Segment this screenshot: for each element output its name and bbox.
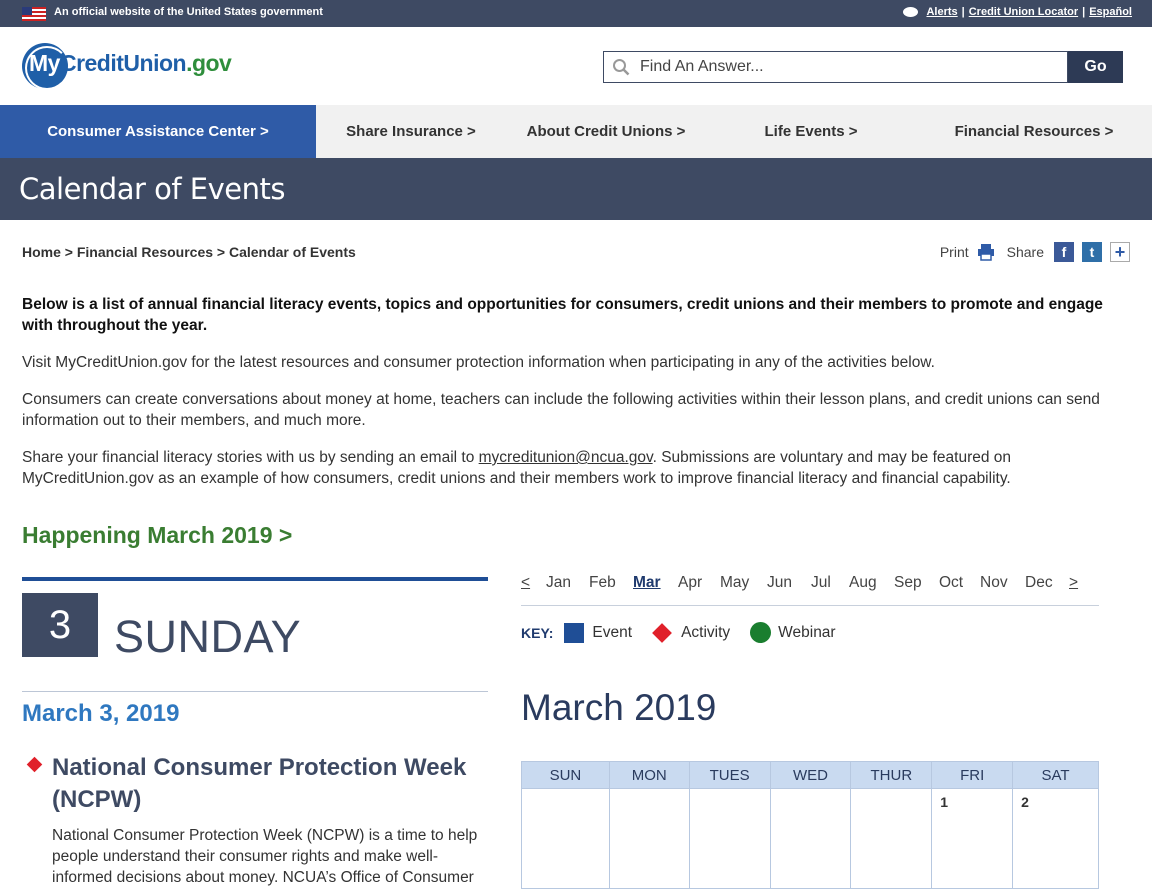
month-sep[interactable]: Sep — [894, 574, 922, 591]
search-icon — [612, 58, 630, 76]
month-nov[interactable]: Nov — [980, 574, 1008, 591]
weekday-header: MON — [609, 762, 689, 789]
month-dec[interactable]: Dec — [1025, 574, 1053, 591]
event-square-icon — [564, 623, 584, 643]
gov-banner — [0, 0, 1152, 27]
intro-lead: Below is a list of annual financial literacy events, topics and opportunities for consumers, credit unions and their members to promote and engage with throughout the year. — [22, 296, 1103, 334]
espanol-link[interactable]: Español — [1089, 6, 1132, 18]
search-box — [603, 51, 1068, 83]
breadcrumb[interactable]: Home > Financial Resources > Calendar of Events — [22, 244, 356, 260]
key-webinar: Webinar — [778, 623, 836, 641]
calendar-header-row — [522, 762, 1099, 789]
key-activity: Activity — [681, 623, 731, 641]
intro-paragraph: Share your financial literacy stories with us by sending an email to mycreditunion@ncua.gov. Submissions are voluntary and may be featured on MyCreditUnion.gov as an example of how consumers, credit unions and their members work to improve financial literacy and financial capability. — [22, 449, 1012, 487]
site-logo[interactable] — [22, 42, 232, 90]
calendar-grid — [521, 761, 1099, 889]
print-icon[interactable] — [977, 243, 995, 261]
weekday-header: TUES — [689, 762, 770, 789]
event-title[interactable]: National Consumer Protection Week (NCPW) — [52, 754, 467, 813]
activity-diamond-icon — [652, 623, 672, 643]
page-title: Calendar of Events — [19, 172, 285, 206]
calendar-day-cell[interactable]: 1 — [932, 789, 1013, 889]
calendar-day-cell — [522, 789, 610, 889]
link-separator: | — [1082, 6, 1086, 18]
calendar-day-cell — [851, 789, 932, 889]
link-separator: | — [961, 6, 965, 18]
weekday-header: THUR — [851, 762, 932, 789]
weekday-header: FRI — [932, 762, 1013, 789]
month-may[interactable]: May — [720, 574, 750, 591]
page-tools — [940, 242, 1130, 262]
us-flag-icon — [22, 7, 46, 21]
gov-banner-text: An official website of the United States government — [54, 6, 323, 18]
day-name: SUNDAY — [114, 611, 302, 662]
calendar-week-row — [522, 789, 1099, 889]
calendar-day-cell — [770, 789, 851, 889]
main-nav — [0, 105, 1152, 158]
key-event: Event — [592, 623, 633, 641]
intro-paragraph: Consumers can create conversations about money at home, teachers can include the following activities within their lesson plans, and credit unions can send information out to their members, and much more. — [22, 391, 1100, 429]
activity-diamond-icon — [27, 757, 43, 773]
nav-life-events[interactable]: Life Events > — [764, 123, 858, 140]
month-jun[interactable]: Jun — [767, 574, 792, 591]
month-apr[interactable]: Apr — [678, 574, 703, 591]
calendar-day-cell[interactable]: 2 — [1013, 789, 1099, 889]
weekday-header: SUN — [522, 762, 610, 789]
key-label: KEY: — [521, 624, 554, 641]
webinar-circle-icon — [750, 622, 771, 643]
search-input[interactable] — [640, 52, 1060, 82]
month-feb[interactable]: Feb — [589, 574, 616, 591]
weekday-header: SAT — [1013, 762, 1099, 789]
month-oct[interactable]: Oct — [939, 574, 964, 591]
alert-bubble-icon — [903, 7, 918, 17]
divider — [22, 691, 488, 692]
nav-financial-resources[interactable]: Financial Resources > — [954, 123, 1114, 140]
facebook-icon[interactable]: f — [1054, 242, 1074, 262]
nav-share-insurance[interactable]: Share Insurance > — [346, 123, 476, 140]
month-aug[interactable]: Aug — [849, 574, 877, 591]
weekday-header: WED — [770, 762, 851, 789]
page-title-banner — [0, 158, 1152, 220]
next-month-arrow[interactable]: > — [1069, 574, 1079, 591]
alerts-link[interactable]: Alerts — [926, 6, 958, 18]
month-jan[interactable]: Jan — [546, 574, 571, 591]
prev-month-arrow[interactable]: < — [521, 574, 531, 591]
email-link[interactable]: mycreditunion@ncua.gov — [478, 449, 653, 466]
utility-links — [903, 6, 1132, 18]
credit-union-locator-link[interactable]: Credit Union Locator — [968, 6, 1079, 18]
calendar-key — [521, 622, 836, 643]
day-number: 3 — [22, 593, 98, 657]
nav-about-credit-unions[interactable]: About Credit Unions > — [526, 123, 686, 140]
nav-consumer-assistance-center[interactable]: Consumer Assistance Center > — [0, 105, 316, 158]
search-go-button[interactable]: Go — [1068, 51, 1123, 83]
print-label[interactable]: Print — [939, 244, 969, 260]
month-selector — [521, 574, 1099, 606]
intro-text — [22, 294, 1112, 505]
month-jul[interactable]: Jul — [811, 574, 831, 591]
calendar-day-cell — [689, 789, 770, 889]
intro-paragraph: Visit MyCreditUnion.gov for the latest resources and consumer protection information when participating in any of the activities below. — [22, 354, 935, 371]
event-description: National Consumer Protection Week (NCPW) is a time to help people understand their consumer rights and make well-informed decisions about money. NCUA’s Office of Consumer — [52, 827, 478, 886]
happening-heading-link[interactable]: Happening March 2019 > — [22, 522, 293, 548]
logo-text: MyCreditUnion.gov — [29, 50, 232, 76]
event-date: March 3, 2019 — [22, 700, 180, 727]
search-form — [603, 51, 1123, 83]
share-label: Share — [1006, 244, 1044, 260]
month-mar[interactable]: Mar — [633, 574, 661, 591]
twitter-icon[interactable]: t — [1082, 242, 1102, 262]
calendar-title: March 2019 — [521, 687, 717, 728]
more-share-icon[interactable]: + — [1110, 242, 1130, 262]
divider — [22, 577, 488, 581]
calendar-day-cell — [609, 789, 689, 889]
